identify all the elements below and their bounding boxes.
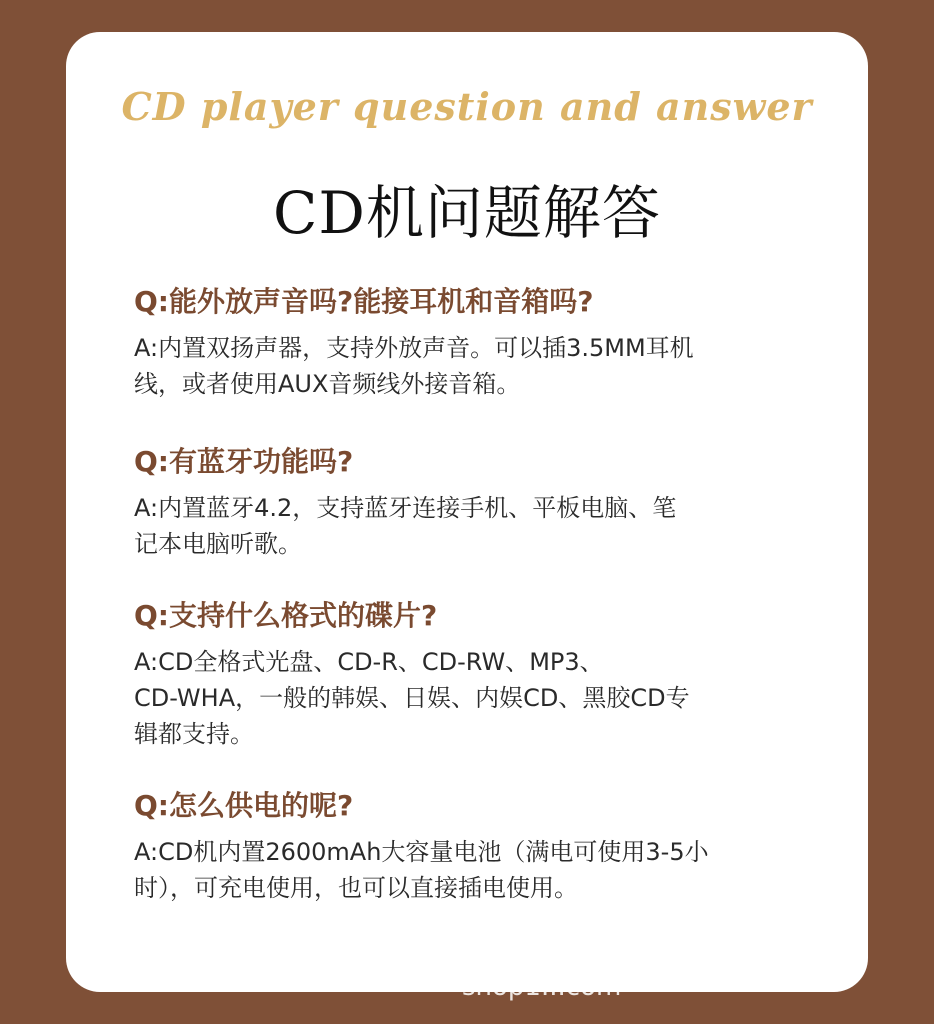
answer	[134, 644, 794, 752]
question: Q:支持什么格式的碟片?	[134, 599, 438, 632]
answer	[134, 490, 794, 562]
answer-line: 线，或者使用AUX音频线外接音箱。	[134, 370, 521, 398]
script-title: CD player question and answer	[121, 84, 813, 129]
qa-item	[134, 598, 794, 752]
answer-line: 时），可充电使用，也可以直接插电使用。	[134, 874, 578, 902]
answer	[134, 330, 794, 402]
qa-item	[134, 444, 794, 562]
question: Q:有蓝牙功能吗?	[134, 445, 354, 478]
answer-line: A:CD机内置2600mAh大容量电池（满电可使用3-5小	[134, 838, 709, 866]
answer-line: A:CD全格式光盘、CD-R、CD-RW、MP3、	[134, 648, 604, 676]
qa-item	[134, 788, 794, 906]
watermark: shop1...com	[462, 972, 622, 1002]
answer-line: A:内置双扬声器，支持外放声音。可以插3.5MM耳机	[134, 334, 694, 362]
answer-line: 记本电脑听歌。	[134, 530, 302, 558]
answer	[134, 834, 794, 906]
page-title: CD机问题解答	[273, 179, 661, 247]
answer-line: CD-WHA，一般的韩娱、日娱、内娱CD、黑胶CD专	[134, 684, 690, 712]
answer-line: A:内置蓝牙4.2，支持蓝牙连接手机、平板电脑、笔	[134, 494, 677, 522]
answer-line: 辑都支持。	[134, 720, 254, 748]
qa-item	[134, 284, 794, 402]
question: Q:怎么供电的呢?	[134, 789, 354, 822]
question: Q:能外放声音吗?能接耳机和音箱吗?	[134, 285, 594, 318]
